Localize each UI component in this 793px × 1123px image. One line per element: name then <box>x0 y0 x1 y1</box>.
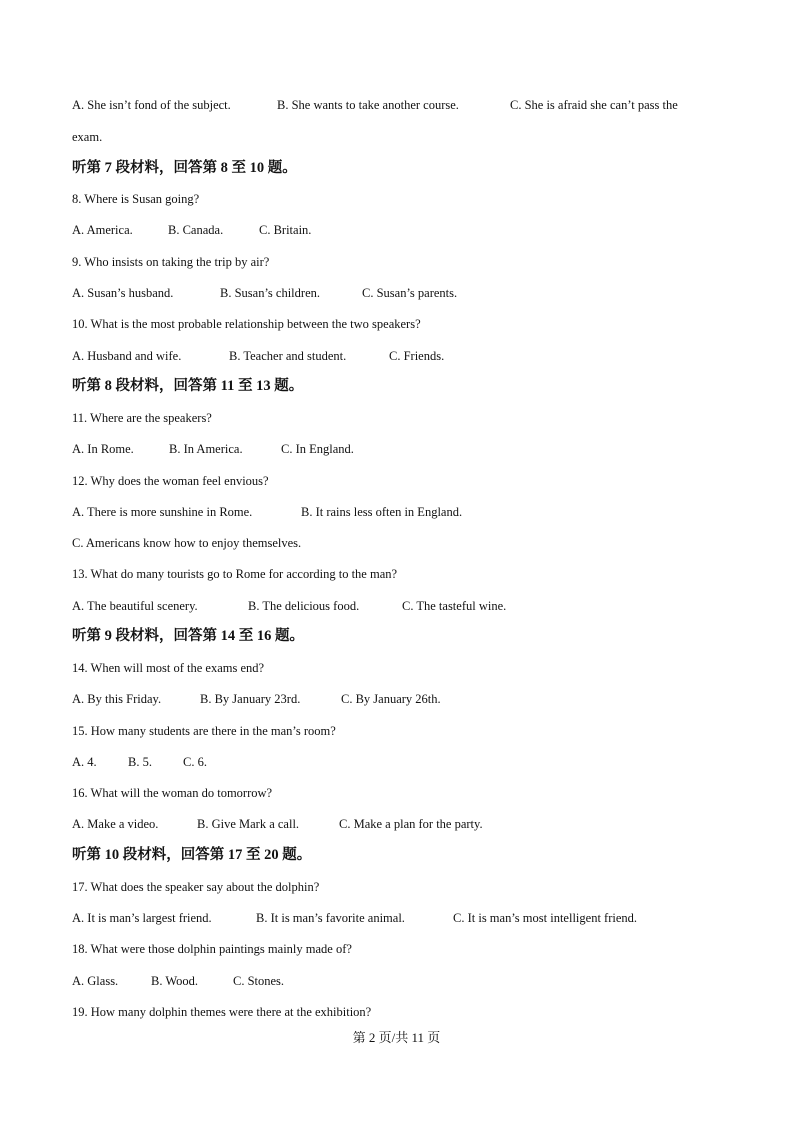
q8-option-b: B. Canada. <box>168 223 224 237</box>
q13-option-a: A. The beautiful scenery. <box>72 599 198 613</box>
q17-option-c: C. It is man’s most intelligent friend. <box>453 911 638 925</box>
section-heading-material-7: 听第 7 段材料，回答第 8 至 10 题。 <box>72 160 297 176</box>
q7-option-c-continued: exam. <box>72 130 103 144</box>
q12-option-c: C. Americans know how to enjoy themselves. <box>72 536 302 550</box>
question-10: 10. What is the most probable relationship between the two speakers? <box>72 317 421 331</box>
q10-option-c: C. Friends. <box>389 349 445 363</box>
page-footer: 第 2 页/共 11 页 <box>352 1030 441 1045</box>
question-15: 15. How many students are there in the man’s room? <box>72 724 336 738</box>
q7-option-c: C. She is afraid she can’t pass the <box>510 98 678 112</box>
q11-option-a: A. In Rome. <box>72 442 134 456</box>
q15-option-a: A. 4. <box>72 755 97 769</box>
q15-option-b: B. 5. <box>128 755 152 769</box>
q9-option-b: B. Susan’s children. <box>220 286 320 300</box>
q11-option-c: C. In England. <box>281 442 354 456</box>
q16-option-b: B. Give Mark a call. <box>197 817 300 831</box>
question-8: 8. Where is Susan going? <box>72 192 200 206</box>
q16-option-a: A. Make a video. <box>72 817 159 831</box>
q8-option-c: C. Britain. <box>259 223 312 237</box>
q8-option-a: A. America. <box>72 223 133 237</box>
question-18: 18. What were those dolphin paintings mainly made of? <box>72 942 352 956</box>
q12-option-a: A. There is more sunshine in Rome. <box>72 505 253 519</box>
section-heading-material-10: 听第 10 段材料，回答第 17 至 20 题。 <box>72 847 312 863</box>
q9-option-a: A. Susan’s husband. <box>72 286 174 300</box>
question-14: 14. When will most of the exams end? <box>72 661 265 675</box>
q17-option-b: B. It is man’s favorite animal. <box>256 911 405 925</box>
q13-option-c: C. The tasteful wine. <box>402 599 507 613</box>
q12-option-b: B. It rains less often in England. <box>301 505 463 519</box>
question-16: 16. What will the woman do tomorrow? <box>72 786 273 800</box>
q14-option-b: B. By January 23rd. <box>200 692 301 706</box>
question-12: 12. Why does the woman feel envious? <box>72 474 269 488</box>
q7-option-a: A. She isn’t fond of the subject. <box>72 98 231 112</box>
q16-option-c: C. Make a plan for the party. <box>339 817 483 831</box>
q14-option-a: A. By this Friday. <box>72 692 162 706</box>
q15-option-c: C. 6. <box>183 755 207 769</box>
section-heading-material-9: 听第 9 段材料，回答第 14 至 16 题。 <box>72 628 304 644</box>
q7-option-b: B. She wants to take another course. <box>277 98 459 112</box>
section-heading-material-8: 听第 8 段材料，回答第 11 至 13 题。 <box>72 378 304 394</box>
question-9: 9. Who insists on taking the trip by air? <box>72 255 270 269</box>
q18-option-a: A. Glass. <box>72 974 119 988</box>
q10-option-a: A. Husband and wife. <box>72 349 182 363</box>
q14-option-c: C. By January 26th. <box>341 692 441 706</box>
question-13: 13. What do many tourists go to Rome for according to the man? <box>72 567 398 581</box>
q18-option-c: C. Stones. <box>233 974 285 988</box>
q10-option-b: B. Teacher and student. <box>229 349 347 363</box>
question-17: 17. What does the speaker say about the dolphin? <box>72 880 320 894</box>
question-11: 11. Where are the speakers? <box>72 411 212 425</box>
q17-option-a: A. It is man’s largest friend. <box>72 911 212 925</box>
q13-option-b: B. The delicious food. <box>248 599 360 613</box>
q9-option-c: C. Susan’s parents. <box>362 286 458 300</box>
q11-option-b: B. In America. <box>169 442 243 456</box>
question-19: 19. How many dolphin themes were there at the exhibition? <box>72 1005 372 1019</box>
q18-option-b: B. Wood. <box>151 974 199 988</box>
